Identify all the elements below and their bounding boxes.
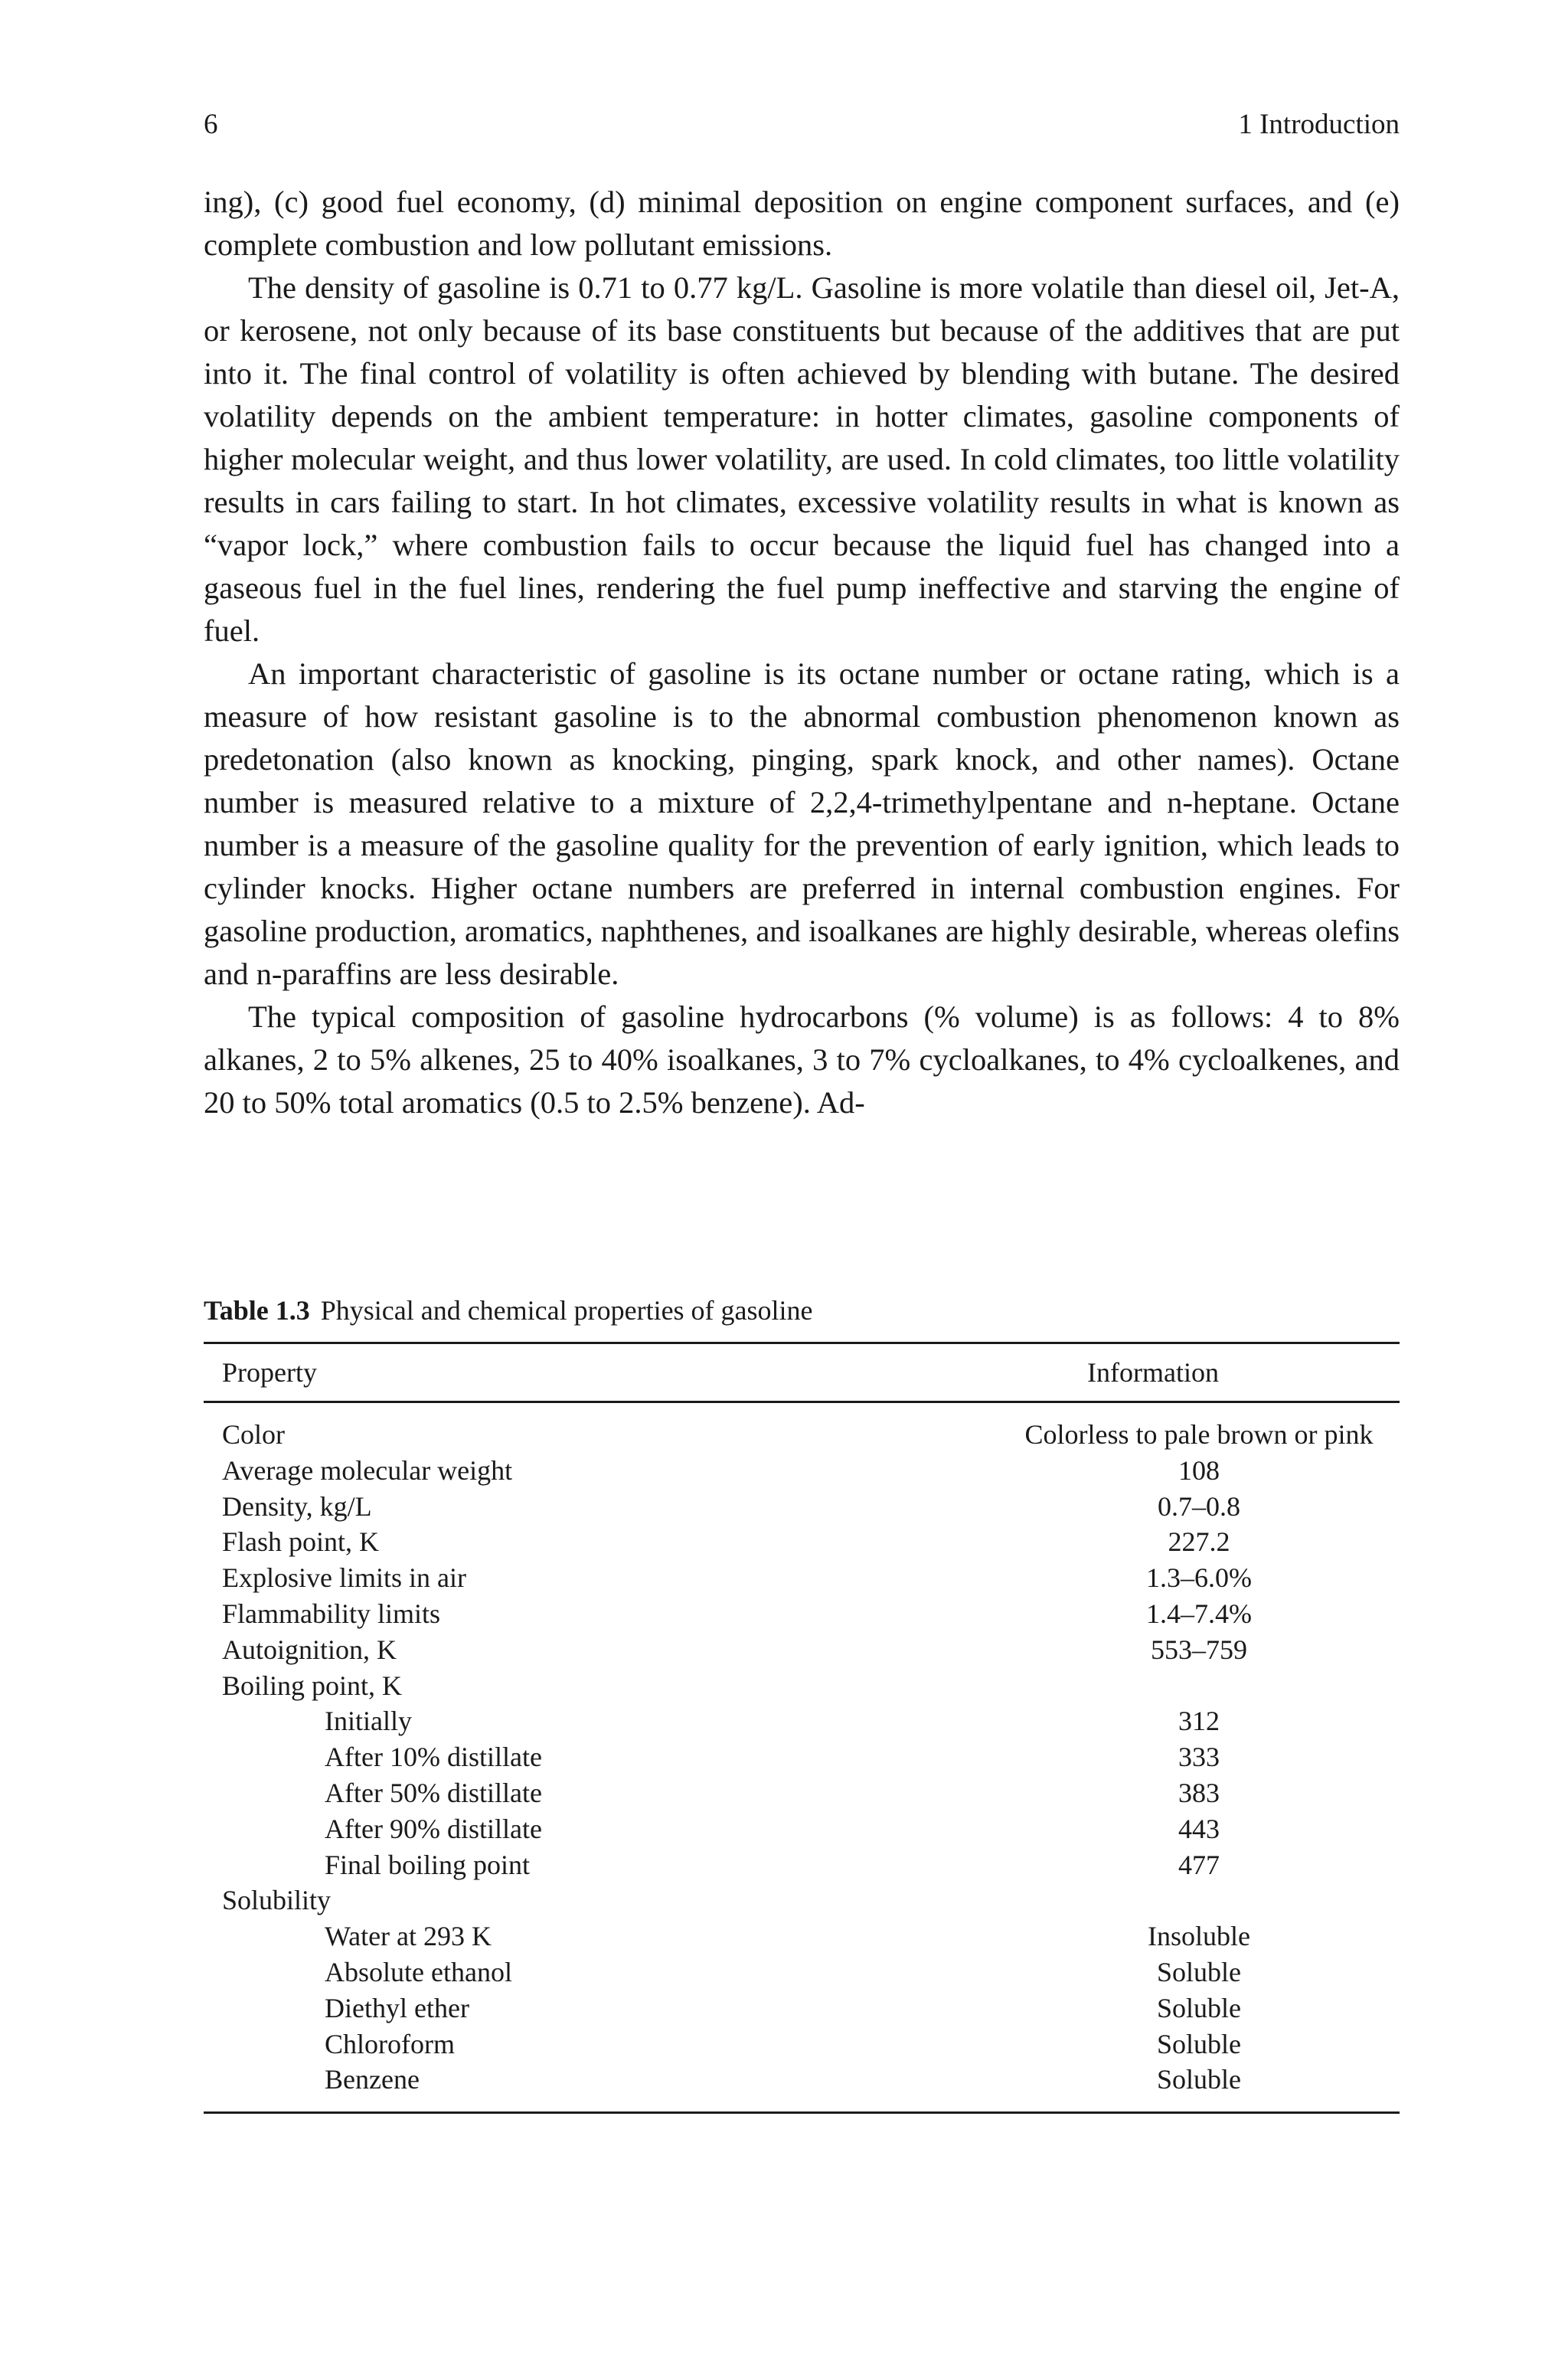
- table-row: [204, 1990, 1400, 2026]
- body-text: [204, 181, 1400, 1124]
- information-cell: [906, 1668, 1400, 1704]
- property-subcell: Absolute ethanol: [325, 1956, 512, 1987]
- table-caption: [204, 1293, 1400, 1328]
- property-subcell: After 10% distillate: [325, 1742, 542, 1773]
- property-cell: Flammability limits: [222, 1598, 441, 1629]
- information-cell: Soluble: [1156, 1956, 1241, 1987]
- column-header-information: Information: [1087, 1357, 1219, 1388]
- information-cell: [906, 1882, 1400, 1918]
- property-cell: Color: [222, 1419, 286, 1450]
- table-row: [204, 1811, 1400, 1847]
- information-cell: 553–759: [1151, 1634, 1247, 1665]
- property-cell: Flash point, K: [222, 1526, 380, 1558]
- information-cell: 227.2: [1168, 1526, 1230, 1558]
- table-row: [204, 1453, 1400, 1489]
- information-cell: 312: [1178, 1706, 1220, 1737]
- property-subcell: Initially: [325, 1706, 412, 1737]
- table-row: [204, 1703, 1400, 1739]
- page-number: 6: [204, 109, 218, 140]
- table-row: [204, 1524, 1400, 1560]
- paragraph: An important characteristic of gasoline is its octane number or octane rating, which is a measure of how resistant gasoline is to the abnormal combustion phenomenon known as predetonation (also known as knocking, pinging, spark knock, and other names). Octane number is measured relative to a mixture of 2,2,4-trimethylpentane and n-heptane. Octane number is a measure of the gasoline quality for the prevention of early ignition, which leads to cylinder knocks. Higher octane numbers are preferred in internal combustion engines. For gasoline production, aromatics, naphthenes, and isoalkanes are highly desirable, whereas olefins and n-paraffins are less desirable.: [204, 656, 1400, 991]
- property-cell: Average molecular weight: [222, 1454, 513, 1486]
- property-group-cell: Boiling point, K: [222, 1670, 403, 1701]
- information-cell: Soluble: [1156, 1992, 1241, 2023]
- paragraph: ing), (c) good fuel economy, (d) minimal deposition on engine component surfaces, and (e) complete combustion and low pollutant emissions.: [204, 185, 1400, 262]
- information-cell: 477: [1178, 1849, 1220, 1880]
- table-row: [204, 1560, 1400, 1596]
- table-row: [204, 1668, 1400, 1704]
- property-subcell: Water at 293 K: [325, 1921, 492, 1952]
- property-subcell: Benzene: [325, 2064, 420, 2095]
- table-row: [204, 1632, 1400, 1668]
- table-row: [204, 1739, 1400, 1775]
- information-cell: Soluble: [1156, 2028, 1241, 2059]
- table-label: Table 1.3: [204, 1295, 310, 1326]
- table-header-row: [204, 1343, 1400, 1402]
- table-row: [204, 2026, 1400, 2062]
- paragraph: The density of gasoline is 0.71 to 0.77 kg/L. Gasoline is more volatile than diesel oil, Jet-A, or kerosene, not only because of its base constituents but because of the additives that are put into it. The final control of volatility is often achieved by blending with butane. The desired volatility depends on the ambient temperature: in hotter climates, gasoline components of higher molecular weight, and thus lower volatility, are used. In cold climates, too little volatility results in cars failing to start. In hot climates, excessive volatility results in what is known as “vapor lock,” where combustion fails to occur because the liquid fuel has changed into a gaseous fuel in the fuel lines, rendering the fuel pump ineffective and starving the engine of fuel.: [204, 270, 1400, 648]
- information-cell: 1.4–7.4%: [1146, 1598, 1252, 1629]
- property-group-cell: Solubility: [222, 1885, 332, 1916]
- information-cell: Colorless to pale brown or pink: [1024, 1419, 1374, 1450]
- information-cell: Soluble: [1156, 2064, 1241, 2095]
- running-head: 1 Introduction: [1238, 109, 1400, 140]
- table-row: [204, 1775, 1400, 1811]
- information-cell: 383: [1178, 1777, 1220, 1808]
- information-cell: 1.3–6.0%: [1146, 1562, 1252, 1594]
- property-subcell: Final boiling point: [325, 1849, 531, 1880]
- information-cell: Insoluble: [1148, 1921, 1250, 1952]
- page-header: [204, 106, 1400, 144]
- table-row: [204, 2062, 1400, 2112]
- table-row: [204, 1596, 1400, 1632]
- table-row: [204, 1489, 1400, 1525]
- property-subcell: Diethyl ether: [325, 1992, 469, 2023]
- paragraph: The typical composition of gasoline hydrocarbons (% volume) is as follows: 4 to 8% alkanes, 2 to 5% alkenes, 25 to 40% isoalkanes, 3 to 7% cycloalkanes, to 4% cycloalkenes, and 20 to 50% total aromatics (0.5 to 2.5% benzene). Ad-: [204, 999, 1400, 1120]
- property-subcell: After 50% distillate: [325, 1777, 542, 1808]
- table-row: [204, 1882, 1400, 1918]
- property-cell: Explosive limits in air: [222, 1562, 466, 1594]
- properties-table: [204, 1342, 1400, 2114]
- table-row: [204, 1847, 1400, 1883]
- information-cell: 443: [1178, 1813, 1220, 1844]
- information-cell: 333: [1178, 1742, 1220, 1773]
- property-subcell: Chloroform: [325, 2028, 455, 2059]
- information-cell: 108: [1178, 1454, 1220, 1486]
- property-cell: Density, kg/L: [222, 1490, 372, 1522]
- table-row: [204, 1954, 1400, 1990]
- table-row: [204, 1918, 1400, 1954]
- information-cell: 0.7–0.8: [1158, 1490, 1240, 1522]
- table-caption-text: Physical and chemical properties of gasoline: [320, 1295, 813, 1326]
- column-header-property: Property: [222, 1357, 317, 1388]
- table-row: [204, 1402, 1400, 1453]
- property-subcell: After 90% distillate: [325, 1813, 542, 1844]
- property-cell: Autoignition, K: [222, 1634, 397, 1665]
